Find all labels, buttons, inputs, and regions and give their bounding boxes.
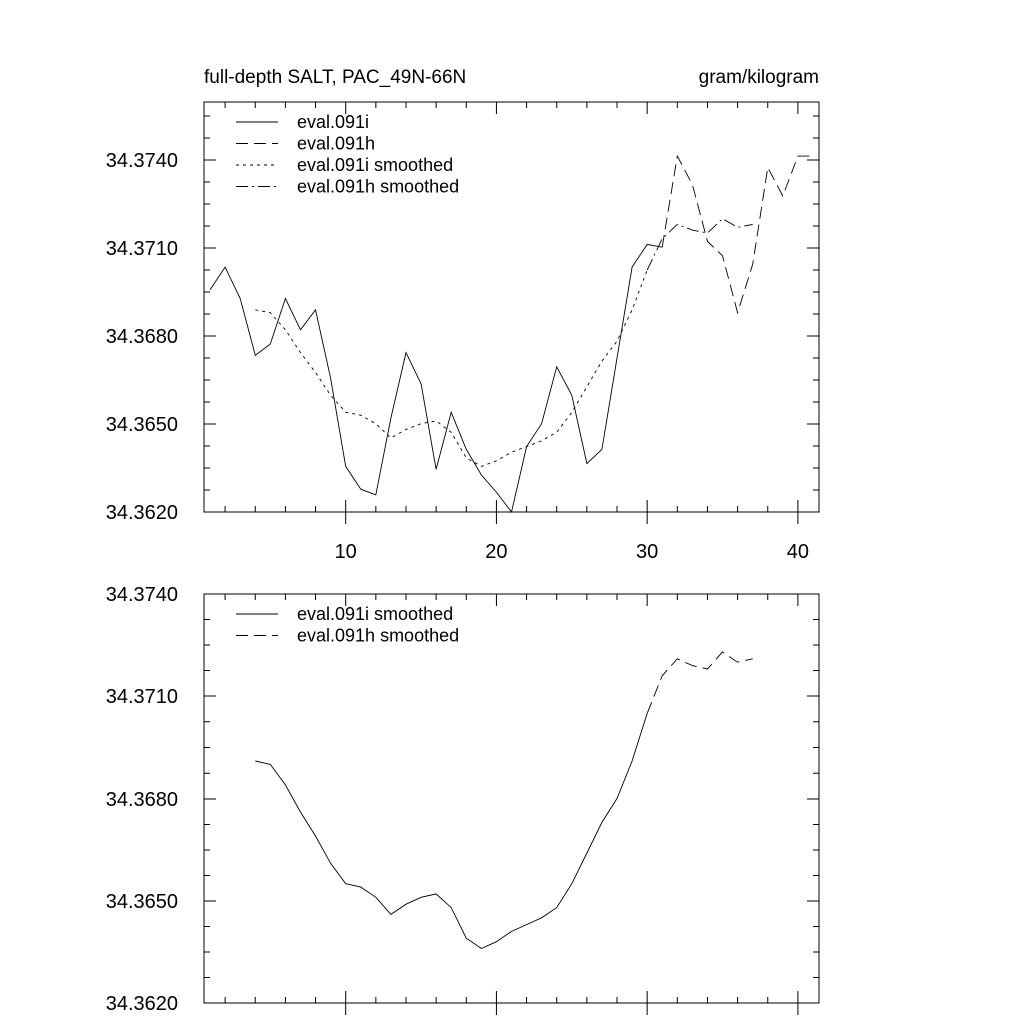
panel-2-series-line-2	[647, 652, 753, 713]
panel-2-plot-frame	[204, 594, 819, 1003]
panel-2-y-tick-label: 34.3680	[105, 789, 178, 811]
panel-1-y-tick-label: 34.3650	[105, 414, 178, 436]
panel-1-x-tick-label: 40	[786, 541, 810, 563]
chart-title: full-depth SALT, PAC_49N-66N	[204, 67, 467, 88]
panel-1-legend-label-3: eval.091i smoothed	[297, 155, 454, 175]
panel-1-series-line-2	[662, 156, 813, 313]
panel-2-y-tick-label: 34.3710	[105, 686, 178, 708]
panel-1-series-line-1	[210, 244, 662, 512]
panel-1-legend-label-2: eval.091h	[297, 133, 376, 154]
panel-2-y-tick-label: 34.3650	[105, 891, 178, 913]
panel-1-x-tick-label: 30	[636, 541, 659, 563]
panel-1-legend-label-4: eval.091h smoothed	[297, 176, 460, 197]
panel-2-legend-label-2: eval.091h smoothed	[297, 625, 460, 646]
panel-1-y-tick-label: 34.3620	[105, 502, 178, 524]
panel-1-x-tick-label: 10	[334, 541, 357, 563]
panel-2-y-tick-label: 34.3620	[105, 993, 178, 1015]
panel-1-y-tick-label: 34.3710	[105, 238, 178, 260]
panel-2-legend-label-1: eval.091i smoothed	[297, 604, 454, 624]
panel-1-y-tick-label: 34.3680	[105, 326, 178, 348]
panel-1-y-tick-label: 34.3740	[105, 150, 178, 172]
panel-1-x-tick-label: 20	[485, 541, 508, 563]
chart-units-label: gram/kilogram	[698, 67, 819, 88]
panel-1-series-line-3	[255, 270, 647, 466]
panel-1-legend-label-1: eval.091i	[297, 112, 370, 132]
panel-2-series-line-1	[255, 713, 647, 948]
panel-2-y-tick-label: 34.3740	[105, 584, 178, 606]
